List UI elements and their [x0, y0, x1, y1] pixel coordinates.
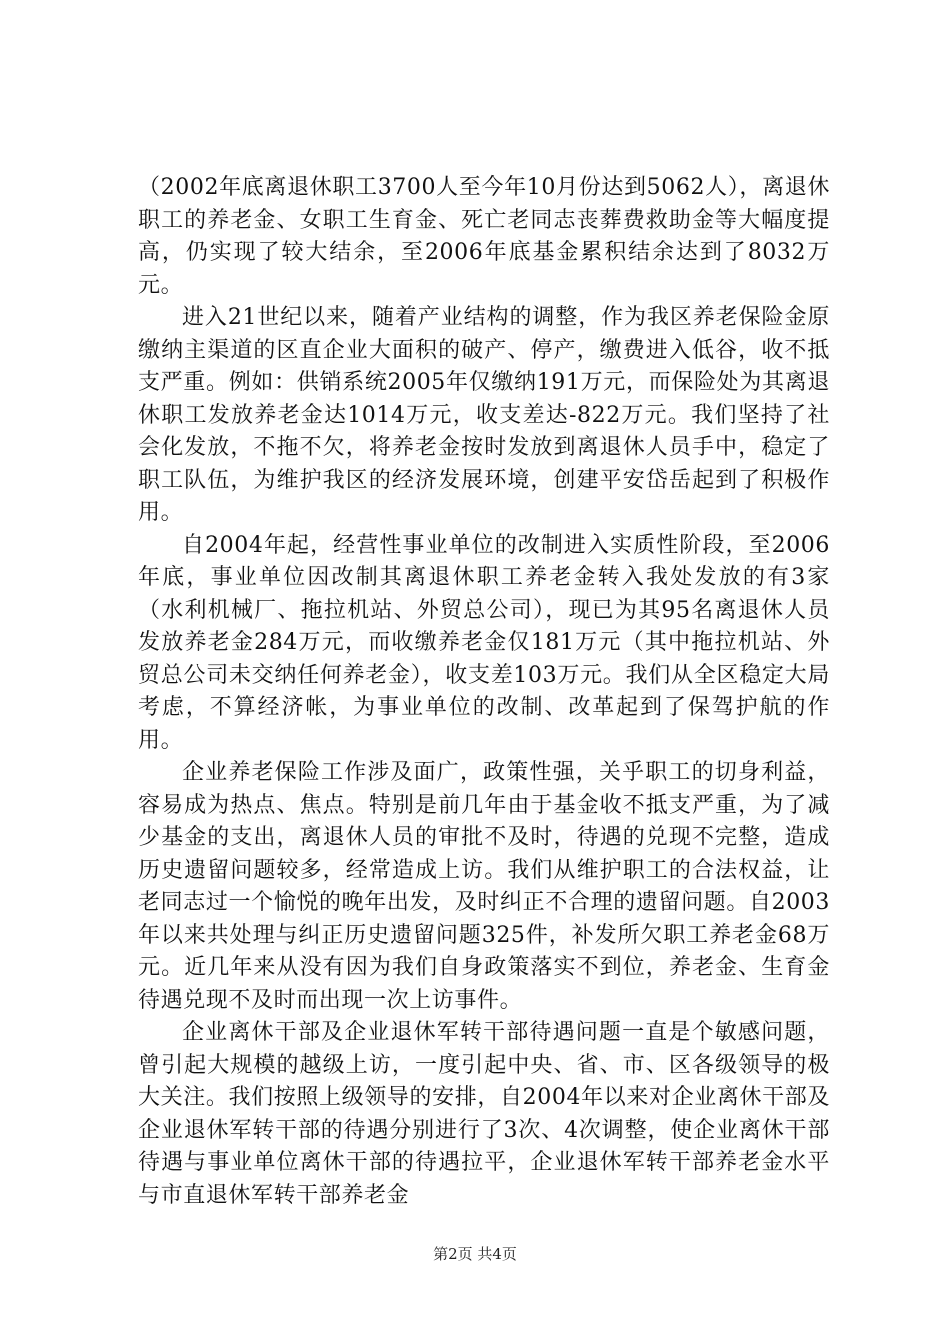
paragraph-industry-restructuring: 进入21世纪以来，随着产业结构的调整，作为我区养老保险金原缴纳主渠道的区直企业大面积的破产、停产，缴费进入低谷，收不抵支严重。例如：供销系统2005年仅缴纳191万元，而保险处为其离退休职工发放养老金达1014万元，收支差达-822万元。我们坚持了社会化发放，不拖不欠，将养老金按时发放到离退休人员手中，稳定了职工队伍，为维护我区的经济发展环境，创建平安岱岳起到了积极作用。 [138, 305, 830, 525]
paragraph-continuation: （2002年底离退休职工3700人至今年10月份达到5062人），离退休职工的养老金、女职工生育金、死亡老同志丧葬费救助金等大幅度提高，仍实现了较大结余，至2006年底基金累积结余达到了8032万元。 [138, 175, 830, 298]
paragraph-historical-issues: 企业养老保险工作涉及面广，政策性强，关乎职工的切身利益，容易成为热点、焦点。特别是前几年由于基金收不抵支严重，为了减少基金的支出，离退休人员的审批不及时，待遇的兑现不完整，造成历史遗留问题较多，经常造成上访。我们从维护职工的合法权益，让老同志过一个愉悦的晚年出发，及时纠正不合理的遗留问题。自2003年以来共处理与纠正历史遗留问题325件，补发所欠职工养老金68万元。近几年来从没有因为我们自身政策落实不到位，养老金、生育金待遇兑现不及时而出现一次上访事件。 [138, 760, 830, 1013]
paragraph-institution-reform: 自2004年起，经营性事业单位的改制进入实质性阶段，至2006年底，事业单位因改制其离退休职工养老金转入我处发放的有3家（水利机械厂、拖拉机站、外贸总公司），现已为其95名离退休人员发放养老金284万元，而收缴养老金仅181万元（其中拖拉机站、外贸总公司未交纳任何养老金），收支差103万元。我们从全区稳定大局考虑，不算经济帐，为事业单位的改制、改革起到了保驾护航的作用。 [138, 532, 830, 753]
page-number-footer: 第2页 共4页 [433, 1245, 517, 1263]
paragraph-retired-cadres: 企业离休干部及企业退休军转干部待遇问题一直是个敏感问题，曾引起大规模的越级上访，一度引起中央、省、市、区各级领导的极大关注。我们按照上级领导的安排，自2004年以来对企业离休干部及企业退休军转干部的待遇分别进行了3次、4次调整，使企业离休干部待遇与事业单位离休干部的待遇拉平，企业退休军转干部养老金水平与市直退休军转干部养老金 [138, 1020, 830, 1208]
document-body [138, 172, 830, 1212]
